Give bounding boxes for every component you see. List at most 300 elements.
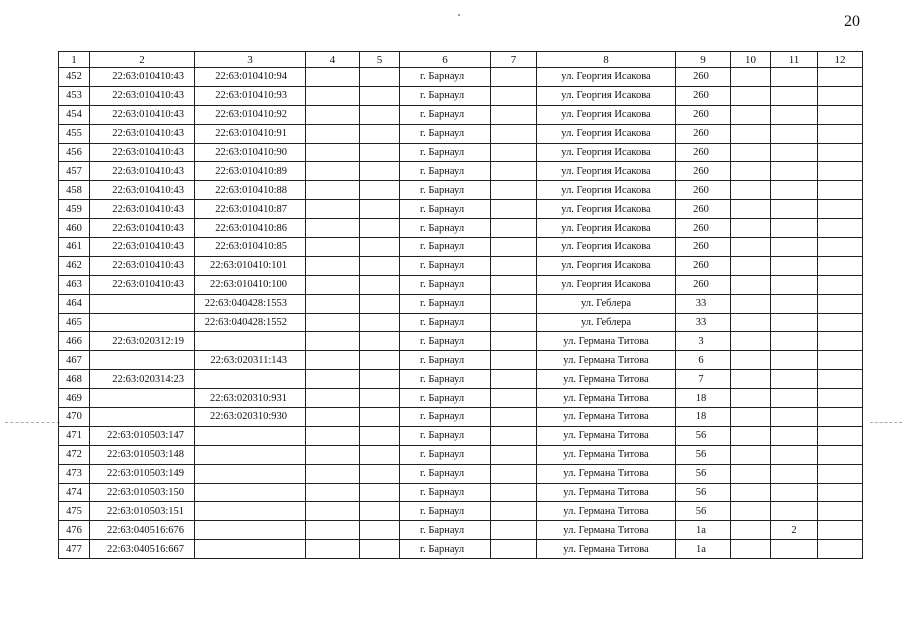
- col-4-cell: [306, 426, 360, 445]
- house-number-cell: 7: [676, 370, 731, 389]
- cadastral-number-cell: [90, 389, 195, 408]
- col-11-cell: [771, 124, 818, 143]
- col-11-cell: [771, 162, 818, 181]
- col-5-cell: [360, 68, 400, 87]
- cadastral-number-cell: [90, 294, 195, 313]
- column-header: 12: [818, 52, 863, 68]
- row-number-cell: 477: [59, 540, 90, 559]
- col-7-cell: [491, 332, 537, 351]
- col-5-cell: [360, 521, 400, 540]
- col-7-cell: [491, 351, 537, 370]
- col-7-cell: [491, 521, 537, 540]
- cadastral-number-2-cell: 22:63:010410:100: [195, 275, 306, 294]
- city-cell: г. Барнаул: [400, 143, 491, 162]
- table-row: [59, 238, 863, 257]
- city-cell: г. Барнаул: [400, 521, 491, 540]
- house-number-cell: 56: [676, 464, 731, 483]
- row-number-cell: 466: [59, 332, 90, 351]
- row-number-cell: 452: [59, 68, 90, 87]
- column-header: 1: [59, 52, 90, 68]
- cadastral-number-cell: [90, 313, 195, 332]
- table-row: [59, 275, 863, 294]
- col-7-cell: [491, 313, 537, 332]
- row-number-cell: 472: [59, 445, 90, 464]
- column-header: 5: [360, 52, 400, 68]
- col-10-cell: [731, 389, 771, 408]
- col-5-cell: [360, 351, 400, 370]
- table-row: [59, 124, 863, 143]
- house-number-cell: 33: [676, 294, 731, 313]
- col-4-cell: [306, 238, 360, 257]
- table-row: [59, 313, 863, 332]
- street-cell: ул. Германа Титова: [537, 445, 676, 464]
- row-number-cell: 454: [59, 105, 90, 124]
- city-cell: г. Барнаул: [400, 219, 491, 238]
- col-12-cell: [818, 105, 863, 124]
- col-5-cell: [360, 313, 400, 332]
- col-12-cell: [818, 143, 863, 162]
- col-4-cell: [306, 370, 360, 389]
- col-7-cell: [491, 483, 537, 502]
- cadastral-number-2-cell: 22:63:040428:1553: [195, 294, 306, 313]
- col-11-cell: [771, 200, 818, 219]
- col-5-cell: [360, 502, 400, 521]
- col-7-cell: [491, 389, 537, 408]
- column-header: 10: [731, 52, 771, 68]
- scan-artifact-line-right: [870, 422, 902, 424]
- column-header: 2: [90, 52, 195, 68]
- col-7-cell: [491, 181, 537, 200]
- col-10-cell: [731, 313, 771, 332]
- row-number-cell: 464: [59, 294, 90, 313]
- col-10-cell: [731, 219, 771, 238]
- col-10-cell: [731, 238, 771, 257]
- city-cell: г. Барнаул: [400, 408, 491, 427]
- col-11-cell: [771, 219, 818, 238]
- col-5-cell: [360, 389, 400, 408]
- table-row: [59, 389, 863, 408]
- street-cell: ул. Георгия Исакова: [537, 68, 676, 87]
- cadastral-number-cell: 22:63:010503:148: [90, 445, 195, 464]
- col-10-cell: [731, 256, 771, 275]
- cadastral-number-cell: 22:63:010410:43: [90, 143, 195, 162]
- col-4-cell: [306, 389, 360, 408]
- cadastral-number-cell: 22:63:010410:43: [90, 86, 195, 105]
- city-cell: г. Барнаул: [400, 464, 491, 483]
- col-12-cell: [818, 540, 863, 559]
- page-number: 20: [844, 13, 860, 30]
- col-4-cell: [306, 162, 360, 181]
- col-4-cell: [306, 445, 360, 464]
- col-5-cell: [360, 162, 400, 181]
- col-10-cell: [731, 540, 771, 559]
- street-cell: ул. Геблера: [537, 313, 676, 332]
- col-12-cell: [818, 483, 863, 502]
- col-11-cell: [771, 351, 818, 370]
- col-5-cell: [360, 426, 400, 445]
- house-number-cell: 6: [676, 351, 731, 370]
- street-cell: ул. Георгия Исакова: [537, 105, 676, 124]
- col-4-cell: [306, 464, 360, 483]
- row-number-cell: 458: [59, 181, 90, 200]
- col-4-cell: [306, 502, 360, 521]
- col-7-cell: [491, 294, 537, 313]
- col-12-cell: [818, 389, 863, 408]
- city-cell: г. Барнаул: [400, 445, 491, 464]
- col-11-cell: 2: [771, 521, 818, 540]
- cadastral-number-cell: 22:63:020314:23: [90, 370, 195, 389]
- cadastral-number-cell: 22:63:010410:43: [90, 256, 195, 275]
- row-number-cell: 462: [59, 256, 90, 275]
- col-4-cell: [306, 124, 360, 143]
- row-number-cell: 467: [59, 351, 90, 370]
- table-row: [59, 143, 863, 162]
- cadastral-number-2-cell: 22:63:040428:1552: [195, 313, 306, 332]
- street-cell: ул. Георгия Исакова: [537, 275, 676, 294]
- col-7-cell: [491, 162, 537, 181]
- data-table: [58, 51, 863, 559]
- cadastral-number-2-cell: 22:63:010410:90: [195, 143, 306, 162]
- col-11-cell: [771, 426, 818, 445]
- street-cell: ул. Германа Титова: [537, 540, 676, 559]
- column-header: 8: [537, 52, 676, 68]
- cadastral-number-cell: 22:63:010503:147: [90, 426, 195, 445]
- col-11-cell: [771, 275, 818, 294]
- col-7-cell: [491, 275, 537, 294]
- col-7-cell: [491, 238, 537, 257]
- street-cell: ул. Германа Титова: [537, 464, 676, 483]
- col-7-cell: [491, 370, 537, 389]
- house-number-cell: 18: [676, 389, 731, 408]
- column-header: 4: [306, 52, 360, 68]
- col-12-cell: [818, 332, 863, 351]
- street-cell: ул. Германа Титова: [537, 389, 676, 408]
- col-7-cell: [491, 502, 537, 521]
- col-10-cell: [731, 370, 771, 389]
- city-cell: г. Барнаул: [400, 86, 491, 105]
- cadastral-number-2-cell: [195, 370, 306, 389]
- row-number-cell: 476: [59, 521, 90, 540]
- city-cell: г. Барнаул: [400, 294, 491, 313]
- col-12-cell: [818, 445, 863, 464]
- row-number-cell: 456: [59, 143, 90, 162]
- row-number-cell: 463: [59, 275, 90, 294]
- cadastral-number-cell: 22:63:010410:43: [90, 162, 195, 181]
- col-5-cell: [360, 464, 400, 483]
- cadastral-number-2-cell: 22:63:010410:89: [195, 162, 306, 181]
- table-row: [59, 483, 863, 502]
- cadastral-number-2-cell: [195, 483, 306, 502]
- city-cell: г. Барнаул: [400, 389, 491, 408]
- col-12-cell: [818, 464, 863, 483]
- row-number-cell: 461: [59, 238, 90, 257]
- col-4-cell: [306, 105, 360, 124]
- cadastral-number-2-cell: [195, 540, 306, 559]
- row-number-cell: 460: [59, 219, 90, 238]
- street-cell: ул. Германа Титова: [537, 426, 676, 445]
- table-row: [59, 426, 863, 445]
- col-4-cell: [306, 219, 360, 238]
- col-12-cell: [818, 256, 863, 275]
- col-10-cell: [731, 86, 771, 105]
- col-12-cell: [818, 502, 863, 521]
- house-number-cell: 18: [676, 408, 731, 427]
- col-7-cell: [491, 105, 537, 124]
- table-row: [59, 502, 863, 521]
- house-number-cell: 260: [676, 68, 731, 87]
- table-row: [59, 351, 863, 370]
- col-11-cell: [771, 294, 818, 313]
- col-4-cell: [306, 294, 360, 313]
- city-cell: г. Барнаул: [400, 351, 491, 370]
- house-number-cell: 3: [676, 332, 731, 351]
- col-7-cell: [491, 68, 537, 87]
- col-4-cell: [306, 86, 360, 105]
- cadastral-number-cell: [90, 408, 195, 427]
- cadastral-number-cell: 22:63:010503:149: [90, 464, 195, 483]
- cadastral-number-2-cell: 22:63:020311:143: [195, 351, 306, 370]
- house-number-cell: 260: [676, 162, 731, 181]
- house-number-cell: 260: [676, 275, 731, 294]
- col-10-cell: [731, 275, 771, 294]
- col-11-cell: [771, 332, 818, 351]
- city-cell: г. Барнаул: [400, 162, 491, 181]
- house-number-cell: 260: [676, 143, 731, 162]
- column-header: 6: [400, 52, 491, 68]
- col-5-cell: [360, 181, 400, 200]
- cadastral-number-cell: 22:63:010410:43: [90, 200, 195, 219]
- street-cell: ул. Георгия Исакова: [537, 256, 676, 275]
- street-cell: ул. Георгия Исакова: [537, 219, 676, 238]
- house-number-cell: 260: [676, 124, 731, 143]
- col-11-cell: [771, 540, 818, 559]
- street-cell: ул. Германа Титова: [537, 332, 676, 351]
- table-row: [59, 521, 863, 540]
- house-number-cell: 260: [676, 219, 731, 238]
- table-row: [59, 332, 863, 351]
- cadastral-number-2-cell: 22:63:010410:93: [195, 86, 306, 105]
- city-cell: г. Барнаул: [400, 275, 491, 294]
- table-row: [59, 162, 863, 181]
- street-cell: ул. Германа Титова: [537, 483, 676, 502]
- street-cell: ул. Георгия Исакова: [537, 124, 676, 143]
- cadastral-number-cell: 22:63:010410:43: [90, 219, 195, 238]
- street-cell: ул. Германа Титова: [537, 502, 676, 521]
- cadastral-number-cell: 22:63:020312:19: [90, 332, 195, 351]
- row-number-cell: 469: [59, 389, 90, 408]
- col-11-cell: [771, 408, 818, 427]
- col-10-cell: [731, 464, 771, 483]
- city-cell: г. Барнаул: [400, 181, 491, 200]
- col-5-cell: [360, 124, 400, 143]
- table-row: [59, 540, 863, 559]
- cadastral-number-2-cell: 22:63:010410:94: [195, 68, 306, 87]
- street-cell: ул. Георгия Исакова: [537, 162, 676, 181]
- col-5-cell: [360, 370, 400, 389]
- col-10-cell: [731, 408, 771, 427]
- col-7-cell: [491, 86, 537, 105]
- col-10-cell: [731, 294, 771, 313]
- col-7-cell: [491, 256, 537, 275]
- cadastral-number-2-cell: 22:63:010410:87: [195, 200, 306, 219]
- street-cell: ул. Германа Титова: [537, 521, 676, 540]
- house-number-cell: 56: [676, 445, 731, 464]
- col-5-cell: [360, 483, 400, 502]
- col-10-cell: [731, 483, 771, 502]
- table-row: [59, 219, 863, 238]
- col-11-cell: [771, 238, 818, 257]
- scan-artifact-line-left: [5, 422, 60, 424]
- cadastral-number-cell: 22:63:040516:676: [90, 521, 195, 540]
- cadastral-number-2-cell: 22:63:010410:88: [195, 181, 306, 200]
- col-12-cell: [818, 408, 863, 427]
- col-5-cell: [360, 408, 400, 427]
- col-11-cell: [771, 389, 818, 408]
- col-10-cell: [731, 426, 771, 445]
- col-4-cell: [306, 483, 360, 502]
- column-header: 11: [771, 52, 818, 68]
- col-7-cell: [491, 464, 537, 483]
- col-7-cell: [491, 445, 537, 464]
- table-row: [59, 200, 863, 219]
- row-number-cell: 468: [59, 370, 90, 389]
- col-4-cell: [306, 256, 360, 275]
- col-4-cell: [306, 521, 360, 540]
- col-7-cell: [491, 219, 537, 238]
- col-12-cell: [818, 521, 863, 540]
- cadastral-number-cell: 22:63:040516:667: [90, 540, 195, 559]
- table-row: [59, 256, 863, 275]
- col-5-cell: [360, 332, 400, 351]
- col-10-cell: [731, 200, 771, 219]
- cadastral-number-cell: 22:63:010410:43: [90, 68, 195, 87]
- row-number-cell: 475: [59, 502, 90, 521]
- city-cell: г. Барнаул: [400, 313, 491, 332]
- col-4-cell: [306, 68, 360, 87]
- col-7-cell: [491, 124, 537, 143]
- city-cell: г. Барнаул: [400, 68, 491, 87]
- col-10-cell: [731, 332, 771, 351]
- table-row: [59, 408, 863, 427]
- col-7-cell: [491, 143, 537, 162]
- col-10-cell: [731, 143, 771, 162]
- cadastral-number-2-cell: [195, 445, 306, 464]
- col-4-cell: [306, 200, 360, 219]
- street-cell: ул. Георгия Исакова: [537, 86, 676, 105]
- cadastral-number-2-cell: 22:63:010410:91: [195, 124, 306, 143]
- col-11-cell: [771, 256, 818, 275]
- cadastral-number-2-cell: 22:63:010410:101: [195, 256, 306, 275]
- street-cell: ул. Георгия Исакова: [537, 200, 676, 219]
- table-row: [59, 181, 863, 200]
- cadastral-number-2-cell: [195, 502, 306, 521]
- col-11-cell: [771, 86, 818, 105]
- col-4-cell: [306, 540, 360, 559]
- col-12-cell: [818, 275, 863, 294]
- col-7-cell: [491, 426, 537, 445]
- col-5-cell: [360, 238, 400, 257]
- col-5-cell: [360, 294, 400, 313]
- cadastral-number-cell: 22:63:010410:43: [90, 105, 195, 124]
- cadastral-number-2-cell: 22:63:010410:92: [195, 105, 306, 124]
- city-cell: г. Барнаул: [400, 256, 491, 275]
- house-number-cell: 260: [676, 181, 731, 200]
- table-header-row: [59, 52, 863, 68]
- col-5-cell: [360, 200, 400, 219]
- city-cell: г. Барнаул: [400, 540, 491, 559]
- cadastral-number-cell: 22:63:010410:43: [90, 181, 195, 200]
- street-cell: ул. Георгия Исакова: [537, 143, 676, 162]
- col-12-cell: [818, 351, 863, 370]
- table-row: [59, 445, 863, 464]
- col-4-cell: [306, 351, 360, 370]
- house-number-cell: 1а: [676, 540, 731, 559]
- cadastral-number-2-cell: 22:63:020310:931: [195, 389, 306, 408]
- col-11-cell: [771, 68, 818, 87]
- street-cell: ул. Геблера: [537, 294, 676, 313]
- col-5-cell: [360, 275, 400, 294]
- table-row: [59, 86, 863, 105]
- row-number-cell: 453: [59, 86, 90, 105]
- cadastral-number-cell: 22:63:010503:150: [90, 483, 195, 502]
- house-number-cell: 260: [676, 200, 731, 219]
- street-cell: ул. Германа Титова: [537, 370, 676, 389]
- house-number-cell: 260: [676, 238, 731, 257]
- street-cell: ул. Георгия Исакова: [537, 181, 676, 200]
- col-12-cell: [818, 68, 863, 87]
- col-5-cell: [360, 540, 400, 559]
- cadastral-number-2-cell: 22:63:020310:930: [195, 408, 306, 427]
- col-10-cell: [731, 68, 771, 87]
- col-10-cell: [731, 521, 771, 540]
- house-number-cell: 260: [676, 105, 731, 124]
- col-10-cell: [731, 502, 771, 521]
- house-number-cell: 56: [676, 502, 731, 521]
- house-number-cell: 1а: [676, 521, 731, 540]
- cadastral-number-cell: [90, 351, 195, 370]
- col-5-cell: [360, 445, 400, 464]
- row-number-cell: 465: [59, 313, 90, 332]
- col-11-cell: [771, 181, 818, 200]
- col-12-cell: [818, 238, 863, 257]
- col-11-cell: [771, 370, 818, 389]
- col-5-cell: [360, 219, 400, 238]
- city-cell: г. Барнаул: [400, 502, 491, 521]
- street-cell: ул. Георгия Исакова: [537, 238, 676, 257]
- col-10-cell: [731, 124, 771, 143]
- column-header: 9: [676, 52, 731, 68]
- col-10-cell: [731, 351, 771, 370]
- column-header: 7: [491, 52, 537, 68]
- table-row: [59, 68, 863, 87]
- cadastral-number-2-cell: 22:63:010410:86: [195, 219, 306, 238]
- scan-artifact: [458, 14, 460, 16]
- col-10-cell: [731, 181, 771, 200]
- column-header: 3: [195, 52, 306, 68]
- street-cell: ул. Германа Титова: [537, 408, 676, 427]
- table-row: [59, 294, 863, 313]
- col-7-cell: [491, 408, 537, 427]
- col-12-cell: [818, 370, 863, 389]
- row-number-cell: 455: [59, 124, 90, 143]
- city-cell: г. Барнаул: [400, 124, 491, 143]
- cadastral-number-2-cell: [195, 521, 306, 540]
- city-cell: г. Барнаул: [400, 200, 491, 219]
- col-11-cell: [771, 464, 818, 483]
- city-cell: г. Барнаул: [400, 238, 491, 257]
- street-cell: ул. Германа Титова: [537, 351, 676, 370]
- house-number-cell: 56: [676, 483, 731, 502]
